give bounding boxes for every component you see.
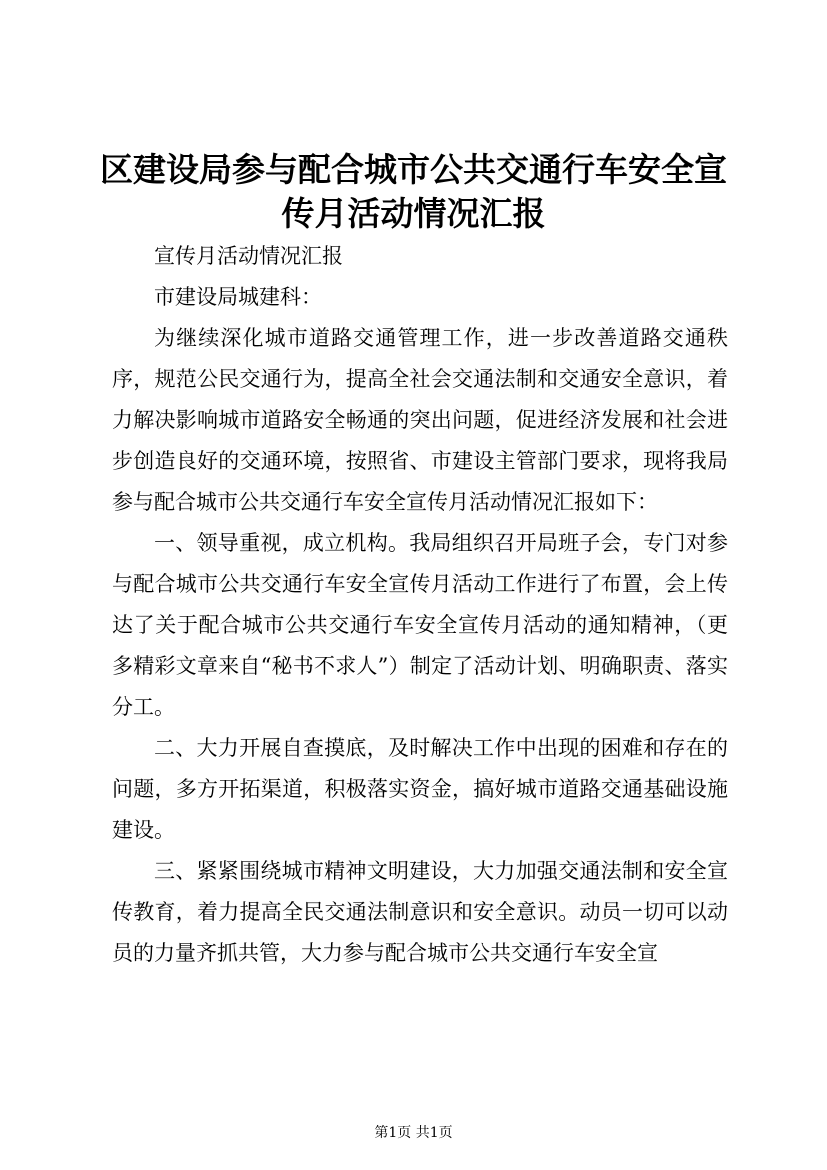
document-title: 区建设局参与配合城市公共交通行车安全宣传月活动情况汇报 <box>100 150 727 233</box>
section-three-paragraph: 三、紧紧围绕城市精神文明建设，大力加强交通法制和安全宣传教育，着力提高全民交通法制意识和安全意识。动员一切可以动员的力量齐抓共管，大力参与配合城市公共交通行车安全宣 <box>112 859 728 965</box>
addressee-paragraph: 市建设局城建科： <box>154 285 322 309</box>
subtitle-paragraph: 宣传月活动情况汇报 <box>154 244 343 268</box>
section-two-paragraph: 二、大力开展自查摸底，及时解决工作中出现的困难和存在的问题，多方开拓渠道，积极落实资金，搞好城市道路交通基础设施建设。 <box>112 736 728 842</box>
section-one-paragraph: 一、领导重视，成立机构。我局组织召开局班子会，专门对参与配合城市公共交通行车安全宣传月活动工作进行了布置，会上传达了关于配合城市公共交通行车安全宣传月活动的通知精神，（更多精彩文章来自“秘书不求人”）制定了活动计划、明确职责、落实分工。 <box>112 531 728 719</box>
intro-paragraph: 为继续深化城市道路交通管理工作，进一步改善道路交通秩序，规范公民交通行为，提高全社会交通法制和交通安全意识，着力解决影响城市道路安全畅通的突出问题，促进经济发展和社会进步创造良好的交通环境，按照省、市建设主管部门要求，现将我局参与配合城市公共交通行车安全宣传月活动情况汇报如下： <box>112 326 728 514</box>
document-body <box>112 236 728 974</box>
page-footer: 第1页 共1页 <box>374 1125 453 1141</box>
